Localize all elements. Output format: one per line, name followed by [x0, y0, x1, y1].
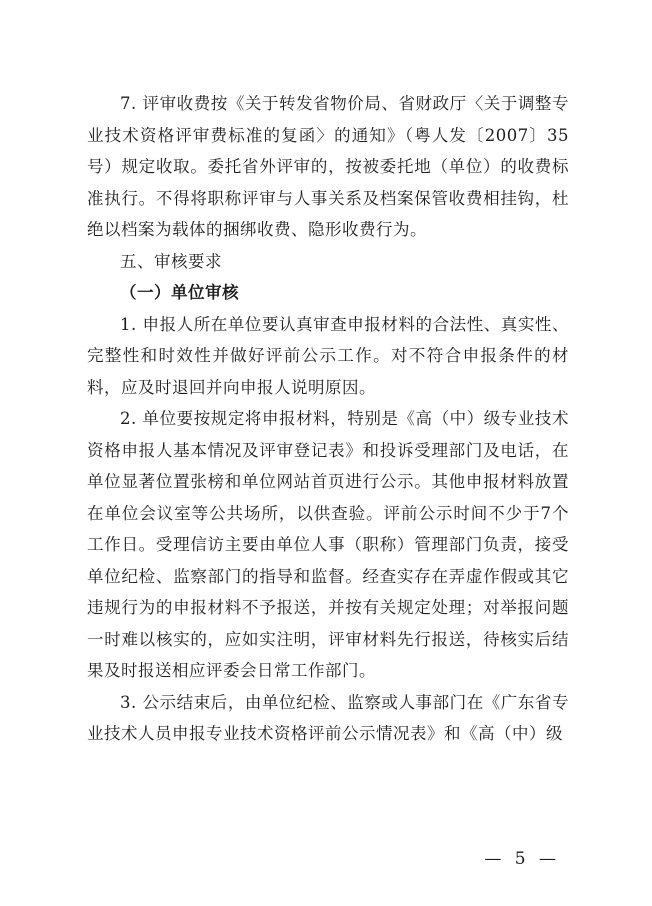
review-item-1: 1. 申报人所在单位要认真审查申报材料的合法性、真实性、完整性和时效性并做好评前公示工作。对不符合申报条件的材料，应及时退回并向申报人说明原因。 [87, 314, 569, 397]
fee-paragraph: 7. 评审收费按《关于转发省物价局、省财政厅〈关于调整专业技术资格评审费标准的复函〉的通知》（粤人发〔2007〕35号）规定收取。委托省外评审的，按被委托地（单位）的收费标准执行。不得将职称评审与人事关系及档案保管收费相挂钩，杜绝以档案为载体的捆绑收费、隐形收费行为。 [87, 94, 569, 239]
page-number: — 5 — [484, 849, 560, 869]
subsection-heading: （一）单位审核 [120, 283, 239, 302]
document-body [87, 88, 569, 750]
review-item-3: 3. 公示结束后，由单位纪检、监察或人事部门在《广东省专业技术人员申报专业技术资格评前公示情况表》和《高（中）级 [87, 692, 569, 743]
section-heading: 五、审核要求 [120, 251, 222, 271]
review-item-2: 2. 单位要按规定将申报材料，特别是《高（中）级专业技术资格申报人基本情况及评审登记表》和投诉受理部门及电话，在单位显著位置张榜和单位网站首页进行公示。其他申报材料放置在单位会议室等公共场所，以供查验。评前公示时间不少于7个工作日。受理信访主要由单位人事（职称）管理部门负责，接受单位纪检、监察部门的指导和监督。经查实存在弄虚作假或其它违规行为的申报材料不予报送，并按有关规定处理；对举报问题一时难以核实的，应如实注明，评审材料先行报送，待核实后结果及时报送相应评委会日常工作部门。 [87, 409, 569, 680]
